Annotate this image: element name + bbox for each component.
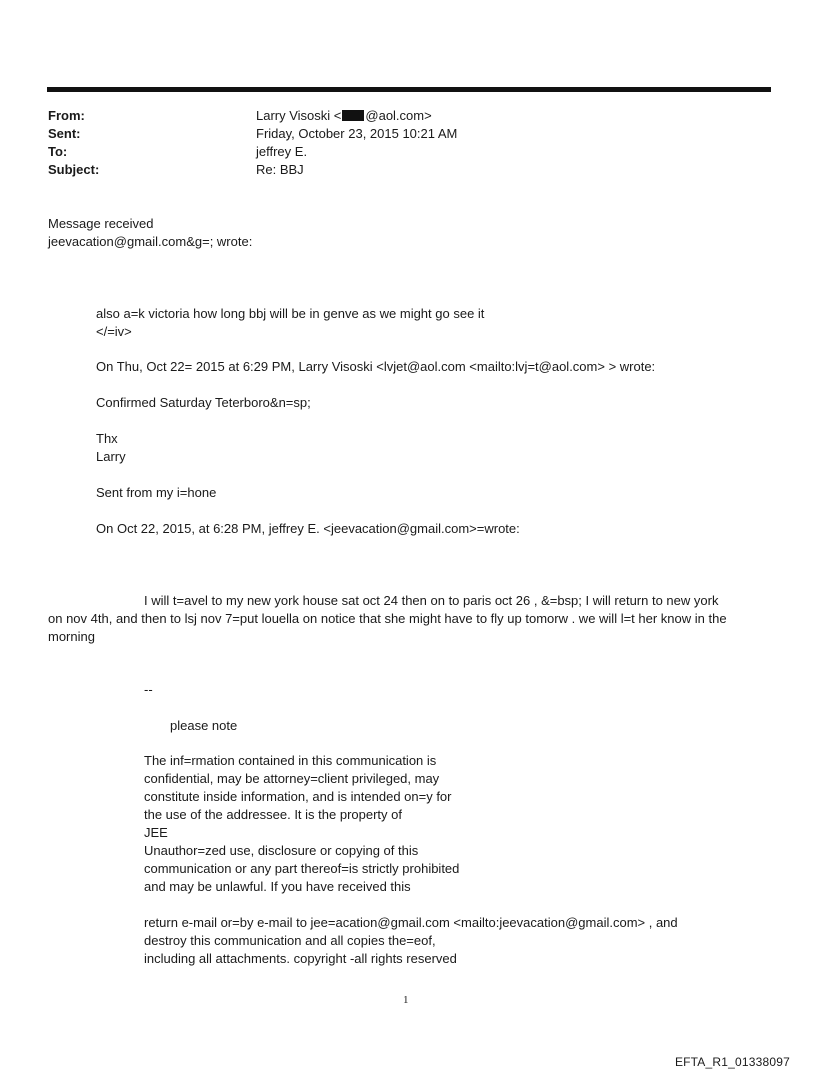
disclaimer-line: Unauthor=zed use, disclosure or copying of this (144, 843, 419, 858)
quote3-para-line-2: on nov 4th, and then to lsj nov 7=put louella on notice that she might have to fly up tomorw . we will l=t her know in the (48, 611, 727, 626)
header-subject-row (48, 161, 748, 179)
subject-value: Re: BBJ (256, 162, 304, 177)
bates-number: EFTA_R1_01338097 (674, 1055, 790, 1069)
quote1-line-2: </=iv> (96, 324, 132, 339)
to-value: jeffrey E. (256, 144, 308, 159)
quote2-larry: Larry (96, 449, 126, 464)
from-domain: @aol.com> (365, 108, 432, 123)
disclaimer-line: communication or any part thereof=is strictly prohibited (144, 861, 460, 876)
quote1-line-1: also a=k victoria how long bbj will be in genve as we might go see it (96, 306, 485, 321)
quote2-header: On Thu, Oct 22= 2015 at 6:29 PM, Larry Visoski <lvjet@aol.com <mailto:lvj=t@aol.com> > wrote: (96, 359, 656, 374)
subject-label: Subject: (48, 162, 100, 177)
signature-note: please note (170, 718, 238, 733)
disclaimer-tail-line: return e-mail or=by e-mail to jee=acation@gmail.com <mailto:jeevacation@gmail.com> , and (144, 915, 678, 930)
header-to-row (48, 143, 748, 161)
to-label: To: (48, 144, 68, 159)
quote3-para-line-3: morning (48, 629, 95, 644)
from-name: Larry Visoski < (256, 108, 342, 123)
sent-value: Friday, October 23, 2015 10:21 AM (256, 126, 458, 141)
reply-line-2: jeevacation@gmail.com&g=; wrote: (48, 234, 253, 249)
disclaimer-line: confidential, may be attorney=client privileged, may (144, 771, 440, 786)
disclaimer-tail-line: destroy this communication and all copies the=eof, (144, 933, 436, 948)
from-label: From: (48, 108, 85, 123)
from-value (256, 107, 432, 125)
page-number: 1 (403, 994, 409, 1006)
quote2-line-1: Confirmed Saturday Teterboro&n=sp; (96, 395, 311, 410)
redaction-block (342, 110, 364, 121)
quote2-thx: Thx (96, 431, 118, 446)
header-from-row (48, 107, 748, 125)
quote2-sent-from: Sent from my i=hone (96, 485, 217, 500)
disclaimer-line: and may be unlawful. If you have received this (144, 879, 411, 894)
disclaimer-line: JEE (144, 825, 168, 840)
header-divider (47, 87, 771, 92)
quote3-para-line-1: I will t=avel to my new york house sat oct 24 then on to paris oct 26 , &=bsp; I will return to new york (144, 593, 719, 608)
signature-dashes: -- (144, 682, 153, 697)
disclaimer-tail-line: including all attachments. copyright -all rights reserved (144, 951, 457, 966)
header-sent-row (48, 125, 748, 143)
quote3-header: On Oct 22, 2015, at 6:28 PM, jeffrey E. <jeevacation@gmail.com>=wrote: (96, 521, 520, 536)
disclaimer-line: constitute inside information, and is intended on=y for (144, 789, 452, 804)
disclaimer-line: The inf=rmation contained in this communication is (144, 753, 437, 768)
sent-label: Sent: (48, 126, 81, 141)
disclaimer-line: the use of the addressee. It is the property of (144, 807, 402, 822)
reply-line-1: Message received (48, 216, 154, 231)
